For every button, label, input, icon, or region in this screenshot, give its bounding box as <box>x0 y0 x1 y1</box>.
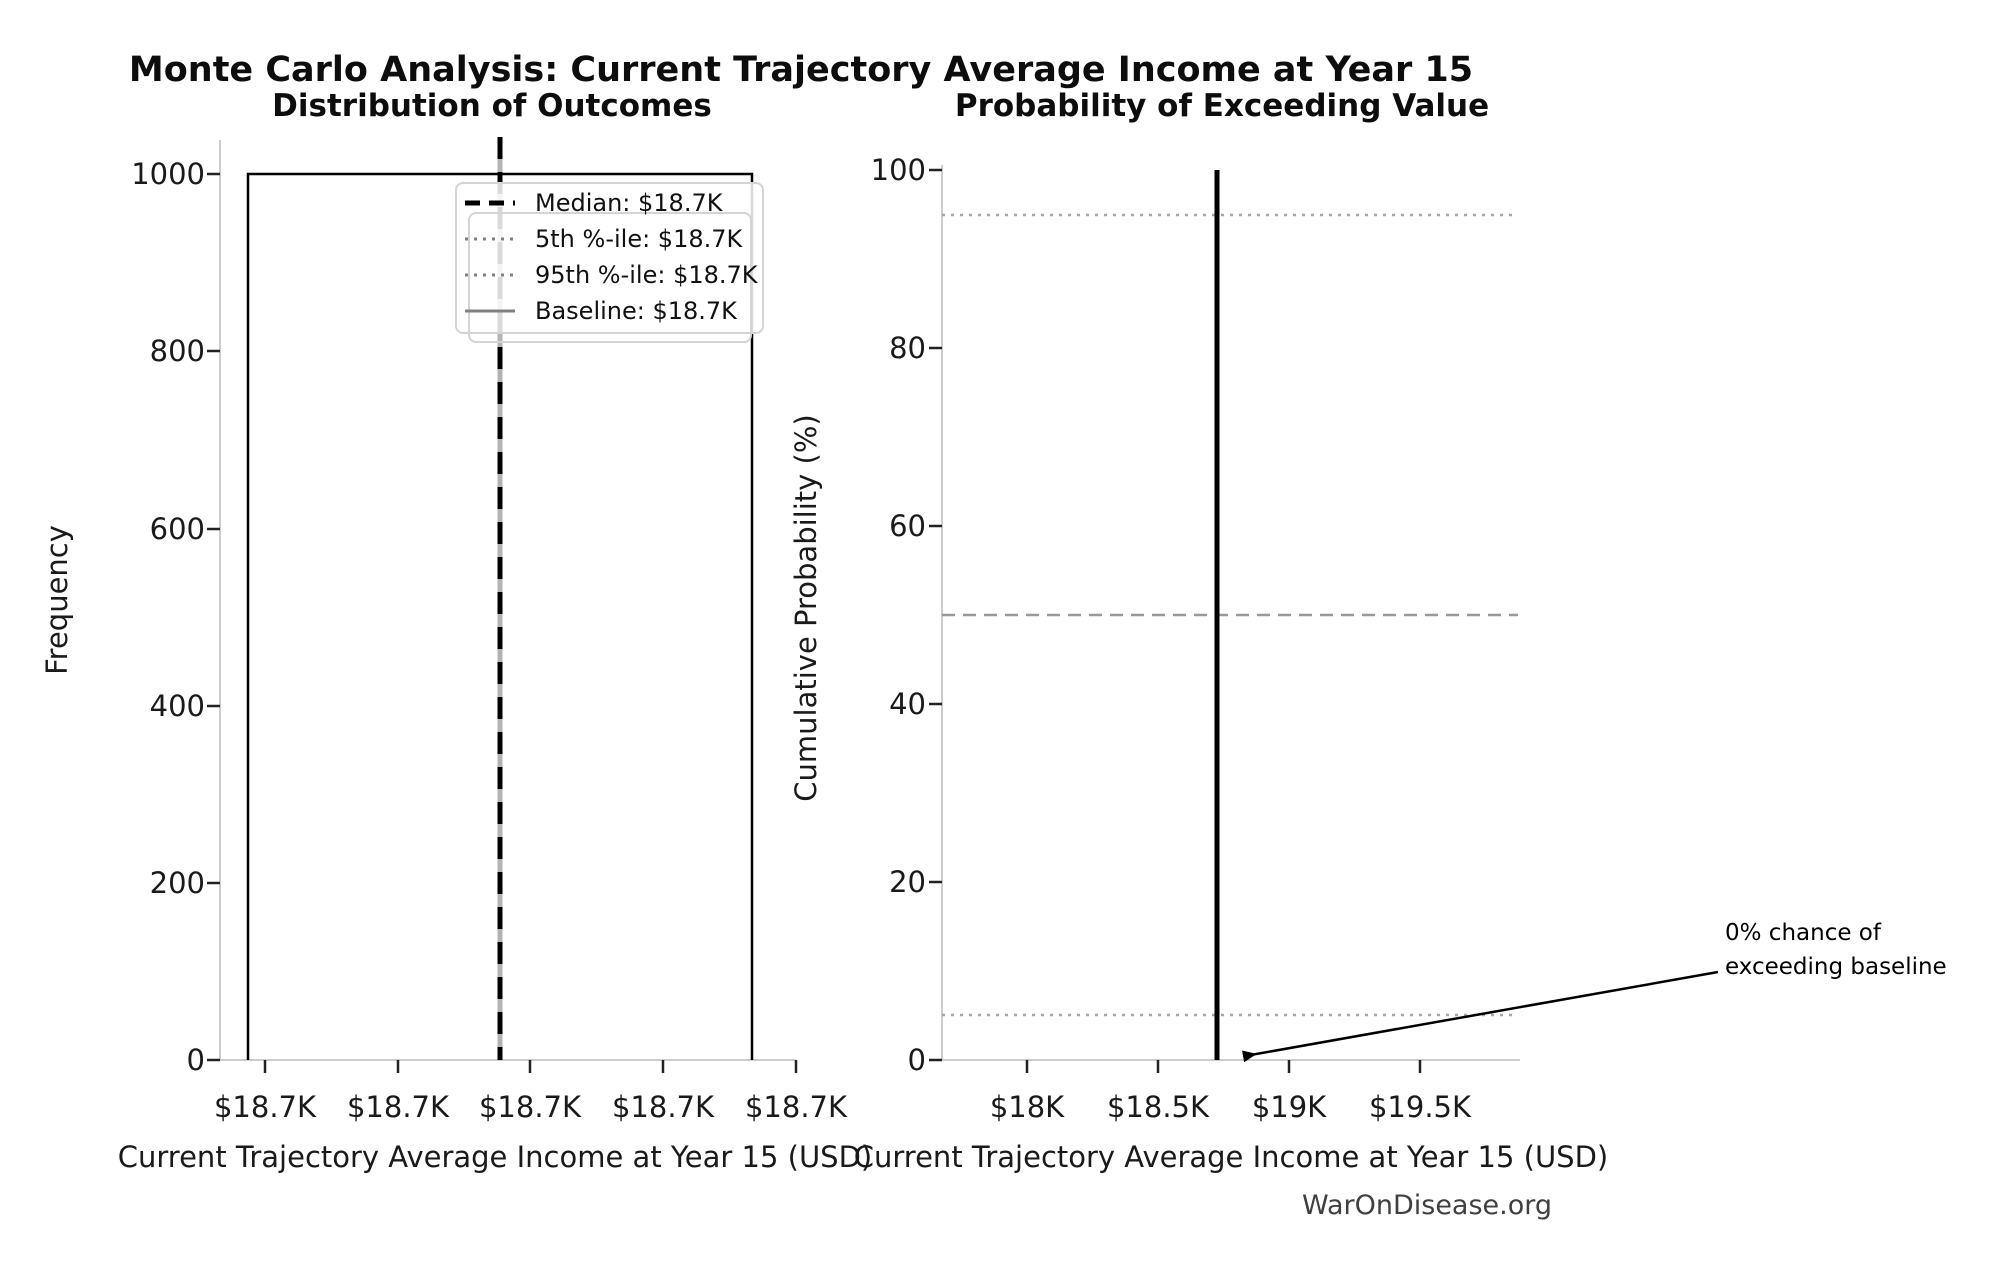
legend <box>463 185 758 329</box>
right-plot-x-tickmarks <box>1027 1060 1420 1073</box>
left-ytick-0: 0 <box>186 1043 205 1077</box>
right-ytick-100: 100 <box>870 153 926 187</box>
left-xtick-4: $18.7K <box>611 1090 715 1124</box>
legend-item-label: 5th %-ile: $18.7K <box>535 225 743 253</box>
left-ytick-200: 200 <box>149 866 205 900</box>
legend-item-median <box>463 185 758 221</box>
right-plot-title: Probability of Exceeding Value <box>954 88 1490 124</box>
right-ytick-80: 80 <box>889 331 926 365</box>
figure-title: Monte Carlo Analysis: Current Trajectory Average Income at Year 15 <box>128 50 1474 90</box>
dotted-line-sample <box>463 270 517 280</box>
left-plot-title: Distribution of Outcomes <box>272 88 712 124</box>
right-ytick-60: 60 <box>889 509 926 543</box>
left-xtick-2: $18.7K <box>346 1090 450 1124</box>
left-ytick-600: 600 <box>149 512 205 546</box>
left-ytick-800: 800 <box>149 334 205 368</box>
right-plot-xlabel: Current Trajectory Average Income at Year 15 (USD) <box>853 1140 1609 1174</box>
legend-item-baseline <box>463 293 758 329</box>
right-xtick-19-5k: $19.5K <box>1368 1090 1472 1124</box>
annotation-text <box>1725 916 1947 984</box>
right-plot-y-tickmarks <box>929 170 942 1060</box>
left-ytick-1000: 1000 <box>131 157 205 191</box>
right-plot-ylabel: Cumulative Probability (%) <box>789 414 823 802</box>
legend-item-label: Median: $18.7K <box>535 189 723 217</box>
annotation-line-2: exceeding baseline <box>1725 954 1947 980</box>
right-xtick-19k: $19K <box>1251 1090 1327 1124</box>
left-xtick-1: $18.7K <box>213 1090 317 1124</box>
right-ytick-0: 0 <box>907 1043 926 1077</box>
left-xtick-5: $18.7K <box>744 1090 848 1124</box>
median-dashed-line-sample <box>463 198 517 208</box>
right-ytick-40: 40 <box>889 687 926 721</box>
right-xtick-18-5k: $18.5K <box>1106 1090 1210 1124</box>
annotation-line-1: 0% chance of <box>1725 920 1881 946</box>
right-ytick-20: 20 <box>889 865 926 899</box>
left-plot-xlabel: Current Trajectory Average Income at Year 15 (USD) <box>117 1140 873 1174</box>
dotted-line-sample <box>463 234 517 244</box>
solid-gray-line-sample <box>463 306 517 316</box>
legend-item-label: Baseline: $18.7K <box>535 297 737 325</box>
right-xtick-18k: $18K <box>989 1090 1065 1124</box>
left-xtick-3: $18.7K <box>478 1090 582 1124</box>
footer-watermark: WarOnDisease.org <box>1301 1190 1553 1221</box>
legend-item-95th-percentile <box>463 257 758 293</box>
left-plot-x-tickmarks <box>265 1060 796 1073</box>
annotation-arrow <box>1245 972 1718 1056</box>
left-ytick-400: 400 <box>149 689 205 723</box>
legend-item-5th-percentile <box>463 221 758 257</box>
left-plot-ylabel: Frequency <box>40 525 74 675</box>
left-plot-y-tickmarks <box>207 174 220 1060</box>
legend-item-label: 95th %-ile: $18.7K <box>535 261 758 289</box>
